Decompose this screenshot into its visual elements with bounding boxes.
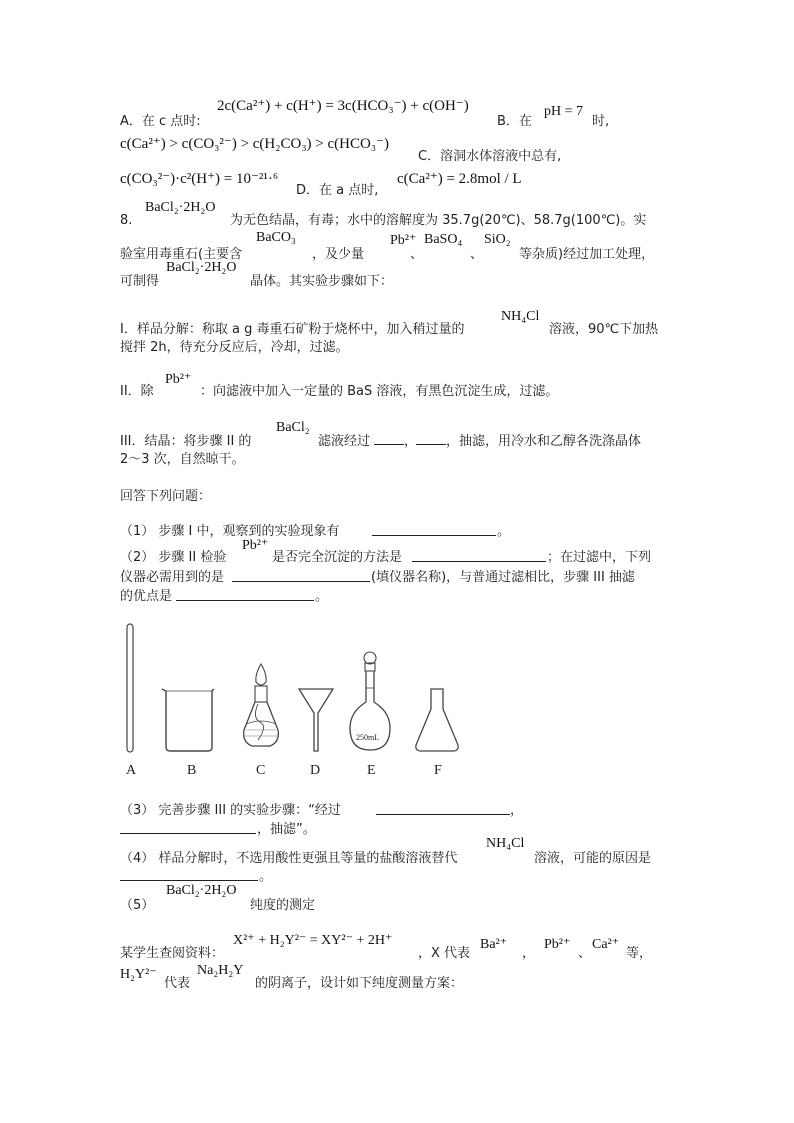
apparatus-label-b: B <box>187 763 197 778</box>
step-2-text: ：向滤液中加入一定量的 BaS 溶液，有黑色沉淀生成，过滤。 <box>200 384 559 399</box>
question-4-text: （4） 样品分解时，不选用酸性更强且等量的盐酸溶液替代 <box>120 851 458 866</box>
funnel-drawing <box>296 685 336 755</box>
question-8-text-2c: 等杂质)经过加工处理， <box>519 247 655 262</box>
question-1-text: （1） 步骤 I 中，观察到的实验现象有 <box>120 524 340 539</box>
question-2-text-a: （2） 步骤 II 检验 <box>120 550 227 565</box>
comma: ， <box>404 434 418 449</box>
question-8-number: 8. <box>120 213 133 228</box>
info-text-b: ，X 代表 <box>418 946 471 961</box>
pb-ion: Pb²⁺ <box>544 937 571 952</box>
answer-blank[interactable] <box>376 802 510 815</box>
nh4cl-formula: NH₄Cl <box>501 309 540 324</box>
info-text-a: 某学生查阅资料： <box>120 946 225 961</box>
answer-blank[interactable] <box>120 821 256 834</box>
edta-reaction-equation: X²⁺ + H₂Y²⁻ = XY²⁻ + 2H⁺ <box>233 933 393 948</box>
question-8-text-2a: 验室用毒重石(主要含 <box>120 247 243 262</box>
info-text-e: 的阴离子，设计如下纯度测量方案： <box>255 976 464 991</box>
apparatus-label-a: A <box>126 763 137 778</box>
answer-blank[interactable] <box>120 868 258 881</box>
ca-ion: Ca²⁺ <box>592 937 620 952</box>
step-3-text-b: 滤液经过 <box>318 434 371 449</box>
option-d-label: D．在 a 点时, <box>296 183 379 198</box>
question-4-text-b: 溶液，可能的原因是 <box>534 851 652 866</box>
beaker-drawing <box>158 685 220 755</box>
question-5-label: （5） <box>120 898 155 913</box>
pb-ion: Pb²⁺ <box>242 538 269 553</box>
apparatus-label-d: D <box>310 763 321 778</box>
option-c-equation: c(CO₃²⁻)·c²(H⁺) = 10⁻²¹·⁶ <box>120 171 279 187</box>
step-3-text-c: ，抽滤，用冷水和乙醇各洗涤晶体 <box>446 434 642 449</box>
step-1-text-2: 搅拌 2h，待充分反应后，冷却，过滤。 <box>120 340 349 355</box>
option-a-equation: 2c(Ca²⁺) + c(H⁺) = 3c(HCO₃⁻) + c(OH⁻) <box>217 98 469 114</box>
answer-blank[interactable] <box>412 549 546 562</box>
question-8-formula: BaCl₂·2H₂O <box>145 200 216 215</box>
question-8-formula-2: BaCl₂·2H₂O <box>166 260 237 275</box>
flask-volume-label: 250mL <box>356 733 380 742</box>
option-c-label: C．溶洞水体溶液中总有, <box>418 149 562 164</box>
option-b-ph: pH = 7 <box>544 104 584 119</box>
option-a-label: A．在 c 点时: <box>120 114 201 129</box>
answer-blank[interactable] <box>232 569 370 582</box>
ba-ion: Ba²⁺ <box>480 937 508 952</box>
question-3-line-2: ，抽滤”。 <box>257 822 316 837</box>
nh4cl-formula: NH₄Cl <box>486 836 525 851</box>
option-b-suffix: 时, <box>592 114 610 129</box>
baso4-formula: BaSO₄ <box>424 232 463 247</box>
glass-rod-drawing <box>120 620 140 760</box>
option-d-equation: c(Ca²⁺) = 2.8mol / L <box>397 171 522 187</box>
alcohol-lamp-drawing <box>238 660 284 755</box>
option-b-inequality: c(Ca²⁺) > c(CO₃²⁻) > c(H₂CO₃) > c(HCO₃⁻) <box>120 136 389 152</box>
question-5-text: 纯度的测定 <box>250 898 316 913</box>
option-b-label: B．在 <box>497 114 532 129</box>
question-2-text-c: ；在过滤中，下列 <box>547 550 652 565</box>
question-8-text-1: 为无色结晶，有毒；水中的溶解度为 35.7g(20℃)、58.7g(100℃)。实 <box>230 213 647 228</box>
step-3-text-2: 2～3 次，自然晾干。 <box>120 452 245 467</box>
period: 。 <box>259 869 273 884</box>
sio2-formula: SiO₂ <box>484 232 511 247</box>
question-2-line-3a: 的优点是 <box>120 589 173 604</box>
answer-blank[interactable] <box>176 588 314 601</box>
question-8-text-3b: 晶体。其实验步骤如下： <box>250 274 394 289</box>
pb-ion: Pb²⁺ <box>165 372 192 387</box>
separator: 、 <box>470 247 484 262</box>
comma: ， <box>510 803 524 818</box>
baco3-formula: BaCO₃ <box>256 230 296 245</box>
answer-blank[interactable] <box>374 432 404 445</box>
answer-blank[interactable] <box>416 432 446 445</box>
question-8-text-3a: 可制得 <box>120 274 160 289</box>
comma: ， <box>522 946 536 961</box>
apparatus-label-e: E <box>367 763 376 778</box>
pb-ion: Pb²⁺ <box>390 233 417 248</box>
period: 。 <box>497 524 511 539</box>
info-text-c: 等， <box>626 946 653 961</box>
apparatus-label-c: C <box>256 763 266 778</box>
na2h2y-formula: Na₂H₂Y <box>197 963 244 978</box>
separator: 、 <box>578 946 592 961</box>
answer-header: 回答下列问题： <box>120 489 212 504</box>
step-1-text-b: 溶液，90℃下加热 <box>549 322 659 337</box>
period: 。 <box>315 589 329 604</box>
step-1-text: I．样品分解：称取 a g 毒重石矿粉于烧杯中，加入稍过量的 <box>120 322 465 337</box>
question-2-line-2a: 仪器必需用到的是 <box>120 570 225 585</box>
step-3-label: III．结晶：将步骤 II 的 <box>120 434 252 449</box>
question-5-formula: BaCl₂·2H₂O <box>166 883 237 898</box>
apparatus-label-f: F <box>434 763 442 778</box>
h2y-ion: H₂Y²⁻ <box>120 967 157 982</box>
bacl2-formula: BaCl₂ <box>276 420 310 435</box>
answer-blank[interactable] <box>372 523 496 536</box>
question-2-line-2b: (填仪器名称)，与普通过滤相比，步骤 III 抽滤 <box>371 570 635 585</box>
conical-flask-drawing <box>412 685 462 755</box>
question-2-text-b: 是否完全沉淀的方法是 <box>272 550 403 565</box>
question-3-text: （3） 完善步骤 III 的实验步骤：“经过 <box>120 803 341 818</box>
info-text-d: 代表 <box>164 976 191 991</box>
separator: 、 <box>410 247 424 262</box>
question-8-text-2b: ，及少量 <box>312 247 365 262</box>
step-2-label: II．除 <box>120 384 154 399</box>
